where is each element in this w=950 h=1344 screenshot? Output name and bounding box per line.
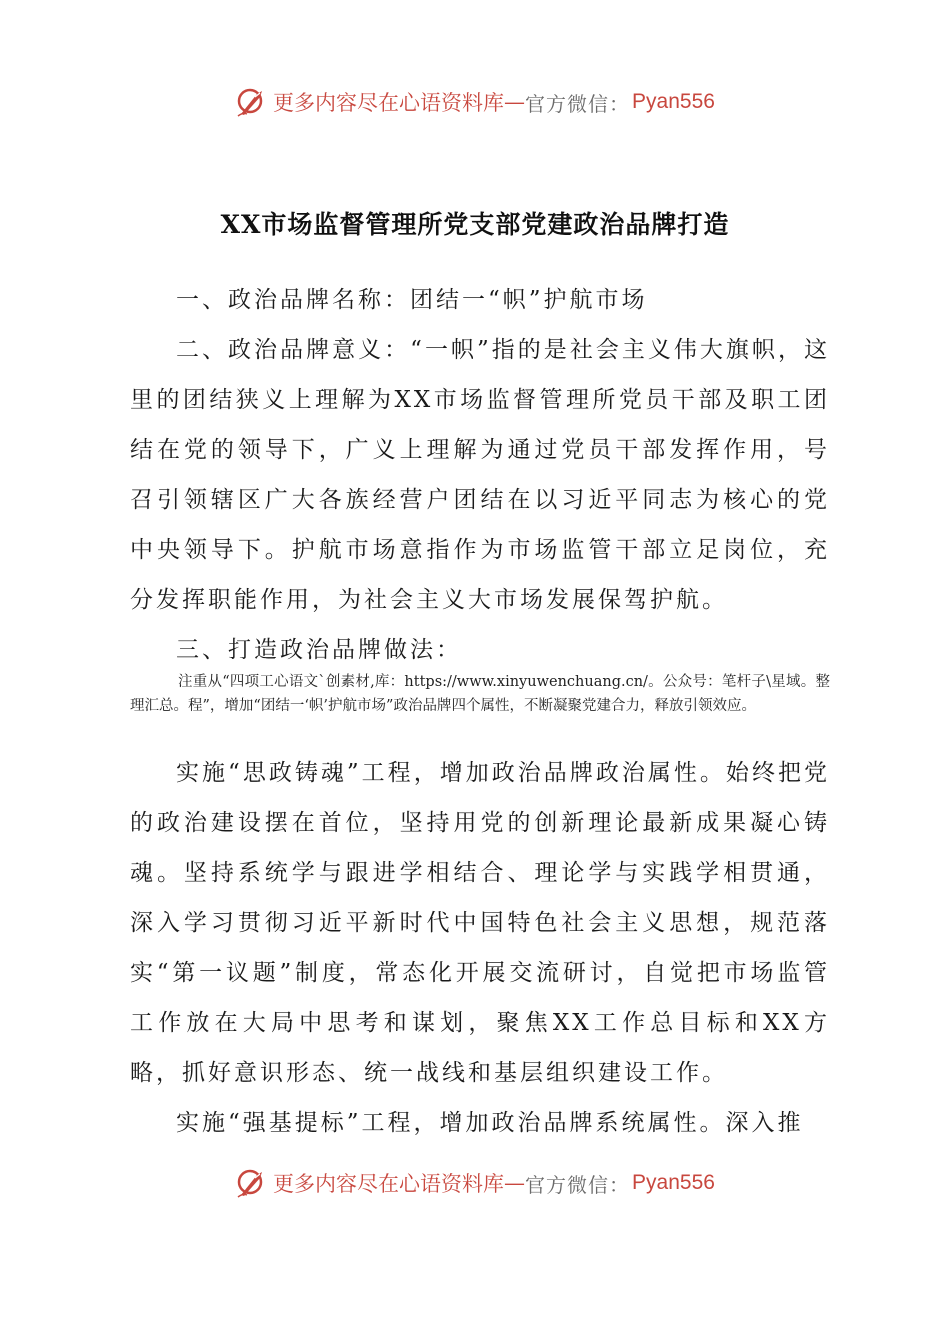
footer-banner bbox=[0, 1163, 950, 1203]
banner-brand-text: 更多内容尽在心语资料库 bbox=[273, 91, 505, 115]
pen-logo-icon bbox=[235, 85, 269, 119]
banner-wechat-id: Pyan556 bbox=[632, 90, 715, 113]
section-heading-3: 三、打造政治品牌做法： bbox=[176, 637, 462, 663]
banner-brand-text: 更多内容尽在心语资料库 bbox=[273, 1172, 505, 1196]
document-body-lower bbox=[130, 748, 830, 1148]
paragraph-sizheng: 实施“思政铸魂”工程，增加政治品牌政治属性。始终把党的政治建设摆在首位，坚持用党的创新理论最新成果凝心铸魂。坚持系统学与跟进学相结合、理论学与实践学相贯通，深入学习贯彻习近平新时代中国特色社会主义思想，规范落实“第一议题”制度，常态化开展交流研讨，自觉把市场监管工作放在大局中思考和谋划，聚焦XX工作总目标和XX方略，抓好意识形态、统一战线和基层组织建设工作。 bbox=[130, 760, 830, 1086]
document-title: XX市场监督管理所党支部党建政治品牌打造 bbox=[220, 210, 730, 239]
document-body-upper bbox=[130, 275, 830, 675]
banner-separator: — bbox=[504, 90, 526, 114]
paragraph-qiangji: 实施“强基提标”工程，增加政治品牌系统属性。深入推 bbox=[176, 1110, 804, 1136]
inserted-note: 注重从“四项工心语文`创素材,库：https://www.xinyuwenchuang.cn/。公众号：笔杆子\星域。整理汇总。程”，增加“团结一‘帜’护航市场”政治品牌四个属性，不断凝聚党建合力，释放引领效应。 bbox=[130, 674, 830, 714]
section-heading-1: 一、政治品牌名称：团结一“帜”护航市场 bbox=[176, 287, 648, 313]
pen-logo-icon bbox=[235, 1166, 269, 1200]
banner-wechat-id: Pyan556 bbox=[632, 1171, 715, 1194]
banner-wechat-label: 官方微信： bbox=[525, 1172, 631, 1197]
header-banner bbox=[0, 82, 950, 122]
banner-wechat-label: 官方微信： bbox=[525, 91, 631, 116]
banner-separator: — bbox=[504, 1171, 526, 1195]
section-paragraph-2: 二、政治品牌意义：“一帜”指的是社会主义伟大旗帜，这里的团结狭义上理解为XX市场监督管理所党员干部及职工团结在党的领导下，广义上理解为通过党员干部发挥作用，号召引领辖区广大各族经营户团结在以习近平同志为核心的党中央领导下。护航市场意指作为市场监管干部立足岗位，充分发挥职能作用，为社会主义大市场发展保驾护航。 bbox=[130, 337, 830, 613]
